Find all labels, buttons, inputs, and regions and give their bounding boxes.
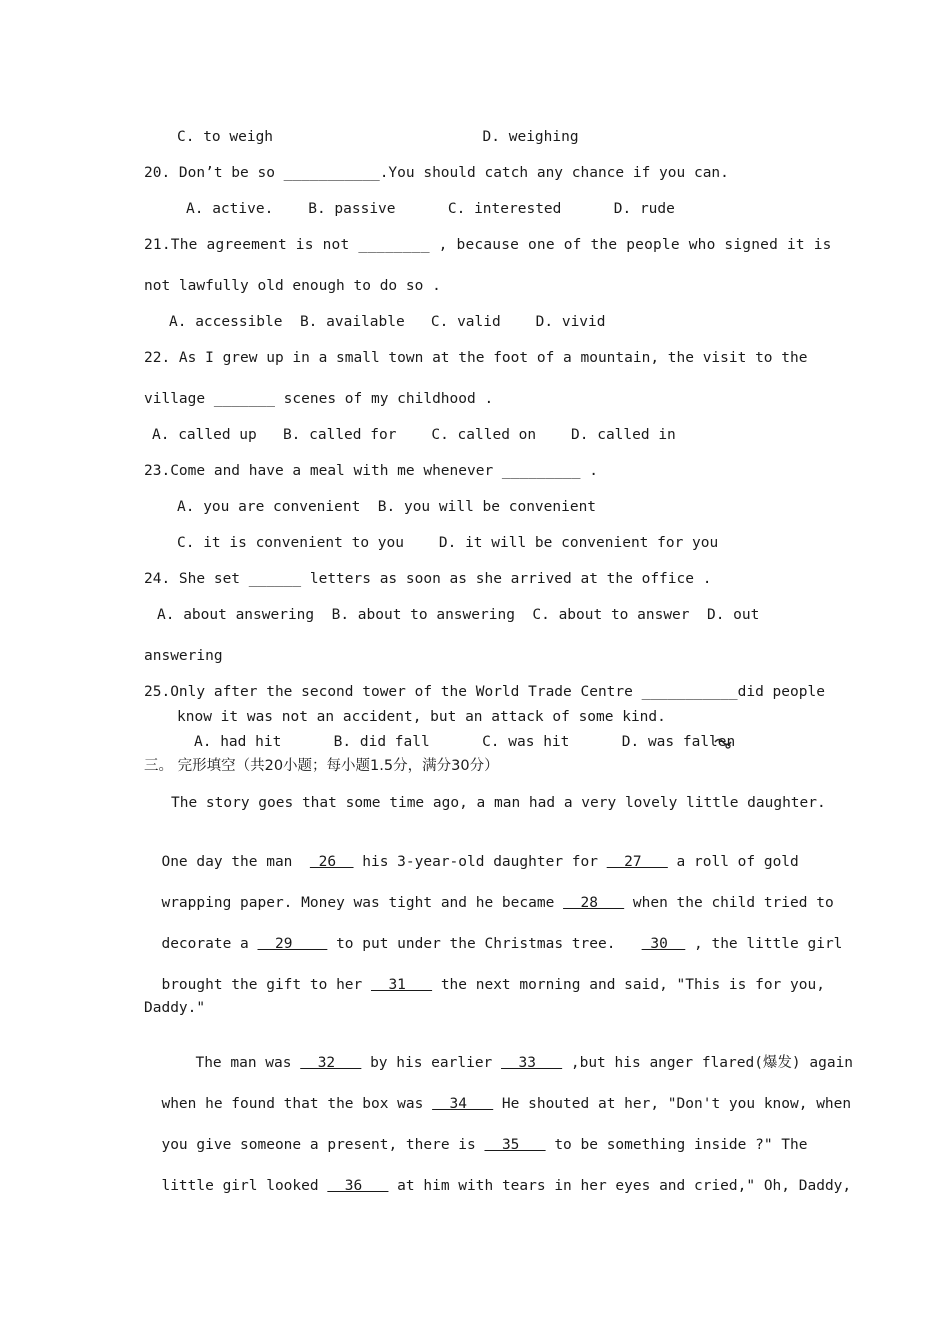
q25-options: A. had hit B. did fall C. was hit D. was fallen (194, 734, 736, 750)
passage-text: when the child tried to (624, 895, 834, 911)
passage-text: the next morning and said, "This is for you, (432, 977, 825, 993)
blank-31: 31 (370, 977, 433, 993)
q20-options: A. active. B. passive C. interested D. rude (186, 201, 675, 217)
passage-text: you give someone a present, there is (161, 1137, 485, 1153)
passage-text: brought the gift to her (161, 977, 371, 993)
q24-options: A. about answering B. about to answering C. about to answer D. out (157, 607, 760, 623)
passage-line-2 (144, 835, 799, 871)
passage-line-9 (144, 1118, 808, 1154)
passage-text: wrapping paper. Money was tight and he became (161, 895, 564, 911)
q22-options: A. called up B. called for C. called on D. called in (152, 427, 676, 443)
section-heading: 三。 完形填空（共20小题；每小题1.5分，满分30分） (144, 758, 499, 774)
passage-line-3 (144, 876, 834, 912)
blank-36: 36 (327, 1178, 389, 1194)
passage-text: The man was (195, 1055, 301, 1071)
blank-29: 29 (257, 936, 328, 952)
passage-text: when he found that the box was (161, 1096, 433, 1112)
passage-text: decorate a (161, 936, 258, 952)
q24-options-cont: answering (144, 648, 223, 664)
passage-line-1: The story goes that some time ago, a man had a very lovely little daughter. (171, 795, 826, 811)
blank-32: 32 (300, 1055, 362, 1071)
q23-options-cd: C. it is convenient to you D. it will be convenient for you (177, 535, 719, 551)
passage-line-7 (178, 1036, 853, 1072)
q24-stem: 24. She set ______ letters as soon as she arrived at the office . (144, 571, 712, 587)
q22-stem-line1: 22. As I grew up in a small town at the foot of a mountain, the visit to the (144, 350, 808, 366)
passage-line-6: Daddy." (144, 1000, 206, 1016)
q23-stem: 23.Come and have a meal with me whenever _________ . (144, 463, 598, 479)
blank-33: 33 (501, 1055, 563, 1071)
blank-28: 28 (563, 895, 625, 911)
q25-stem-line2: know it was not an accident, but an attack of some kind. (177, 709, 666, 725)
q19-options: C. to weigh D. weighing (177, 129, 579, 145)
blank-34: 34 (432, 1096, 494, 1112)
q23-options-ab: A. you are convenient B. you will be convenient (177, 499, 597, 515)
passage-line-8 (144, 1077, 851, 1113)
blank-30: 30 (641, 936, 686, 952)
passage-line-10 (144, 1159, 851, 1195)
passage-text: to put under the Christmas tree. (327, 936, 642, 952)
q21-stem-line2: not lawfully old enough to do so . (144, 278, 441, 294)
q21-stem-line1: 21.The agreement is not ________ , because one of the people who signed it is (144, 237, 832, 253)
passage-text: at him with tears in her eyes and cried," Oh, Daddy, (388, 1178, 852, 1194)
q21-options: A. accessible B. available C. valid D. vivid (169, 314, 606, 330)
passage-text: , the little girl (685, 936, 843, 952)
q20-stem: 20. Don’t be so ___________.You should catch any chance if you can. (144, 165, 729, 181)
blank-26: 26 (309, 854, 354, 870)
passage-text: ,but his anger flared(爆发) again (562, 1055, 854, 1071)
passage-line-5 (144, 958, 825, 994)
pen-mark-icon (714, 736, 734, 750)
passage-text: to be something inside ?" The (545, 1137, 808, 1153)
passage-line-4 (144, 917, 842, 953)
passage-text: by his earlier (361, 1055, 502, 1071)
blank-27: 27 (606, 854, 668, 870)
q25-stem-line1: 25.Only after the second tower of the World Trade Centre ___________did people (144, 684, 825, 700)
passage-text: a roll of gold (667, 854, 799, 870)
passage-text: One day the man (161, 854, 310, 870)
passage-text: He shouted at her, "Don't you know, when (493, 1096, 852, 1112)
blank-35: 35 (484, 1137, 546, 1153)
passage-text: little girl looked (161, 1178, 328, 1194)
q22-stem-line2: village _______ scenes of my childhood . (144, 391, 494, 407)
passage-text: his 3-year-old daughter for (353, 854, 607, 870)
